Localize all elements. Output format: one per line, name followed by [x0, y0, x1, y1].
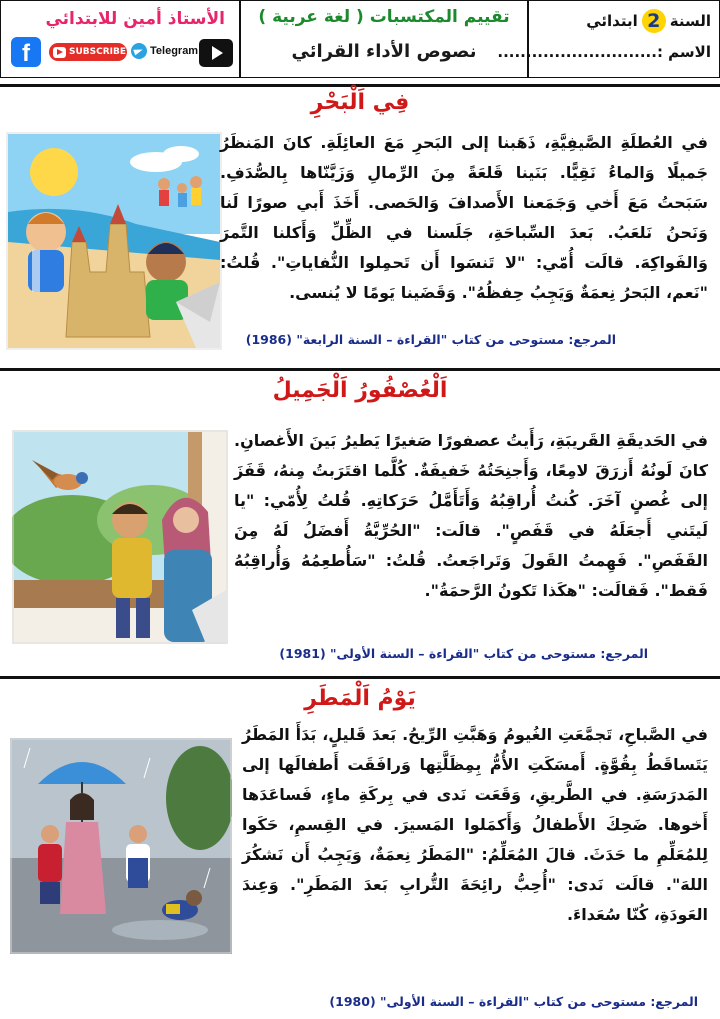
- worksheet-header: [0, 0, 720, 78]
- section-title: اَلْعُصْفُورُ اَلْجَمِيلُ: [272, 378, 448, 403]
- grade-suffix: ابتدائي: [586, 12, 638, 30]
- section-divider: [0, 676, 720, 679]
- rain-umbrella-illustration: [10, 738, 232, 954]
- section-title: يَوْمُ اَلْمَطَرِ: [304, 686, 416, 711]
- grade-prefix: السنة: [669, 12, 711, 30]
- beach-sandcastle-illustration: [6, 132, 222, 350]
- header-student-cell: [497, 1, 719, 77]
- reference-label: المرجع:: [650, 994, 698, 1009]
- section-reference: [246, 332, 616, 347]
- reference-text: مستوحى من كتاب "القراءة – السنة الأولى" (1981): [279, 646, 596, 661]
- section-title: فِي اَلْبَحْرِ: [310, 90, 410, 115]
- section-reference: [329, 994, 698, 1009]
- youtube-play-icon: [53, 47, 66, 58]
- grade-line: [586, 9, 711, 33]
- evaluation-title: تقييم المكتسبات ( لغة عربية ): [258, 7, 510, 27]
- reference-label: المرجع:: [600, 646, 648, 661]
- section-body-text: في الصَّباحِ، تَجمَّعَتِ الغُيومُ وَهَبَّتِ الرِّيحُ. بَعدَ قَليلٍ، بَدَأَ المَطَرُ يَتَساقَطُ بِقُوَّةٍ. أَمسَكَتِ الأُمُّ بِمِظَلَّتِها وَرافَقَت أَطفالَها إلى المَدرَسَةِ. في الطَّريقِ، وَقَعَت نَدى في بِركَةِ ماءٍ، فَساعَدَها أَخوها. ضَحِكَ الأَطفالُ وَأَكمَلوا المَسيرَ. في القِسمِ، حَكَوا لِلمُعَلِّمِ ما حَدَثَ. قالَ المُعَلِّمُ: "المَطَرُ نِعمَةٌ، وَيَجِبُ أَن نَشكُرَ اللهَ". قالَت نَدى: "أُحِبُّ رائِحَةَ التُّرابِ بَعدَ المَطَرِ". وَعِندَ العَودَةِ، كُنّا سُعَداءَ.: [242, 725, 708, 924]
- text-section-bird: [0, 372, 720, 674]
- teacher-name: الأستاذ أمين للابتدائي: [45, 9, 225, 29]
- section-reference: [279, 646, 648, 661]
- header-title-cell: [241, 1, 529, 77]
- reference-text: مستوحى من كتاب "القراءة – السنة الأولى" (1980): [329, 994, 646, 1009]
- grade-number-badge: 2: [642, 9, 666, 33]
- youtube-subscribe-label: SUBSCRIBE: [69, 47, 127, 57]
- facebook-icon[interactable]: f: [11, 37, 41, 67]
- reference-label: المرجع:: [568, 332, 616, 347]
- bird-window-illustration: [12, 430, 228, 644]
- youtube-subscribe-button[interactable]: [49, 43, 127, 61]
- student-name-field[interactable]: الاسم :............................: [497, 43, 711, 61]
- header-brand-cell: [1, 1, 241, 77]
- text-section-sea: [0, 88, 720, 364]
- section-divider: [0, 84, 720, 87]
- telegram-label: Telegram: [150, 45, 199, 57]
- reading-texts-title: نصوص الأداء القرائي: [291, 41, 477, 62]
- reference-text: مستوحى من كتاب "القراءة – السنة الرابعة" (1986): [245, 332, 564, 347]
- section-body-text: في العُطلَةِ الصَّيفِيَّةِ، ذَهَبنا إلى البَحرِ مَعَ العائِلَةِ. كانَ المَنظَرُ جَميلًا وَالماءُ نَقِيًّا. بَنَينا قَلعَةً مِنَ الرِّمالِ وَزَيَّنّاها بِالصُّدَفِ. سَبَحتُ مَعَ أَخي وَجَمَعنا الأَصدافَ وَالحَصى. أَخَذَ أَبي صورًا لَنا وَنَحنُ نَلعَبُ. بَعدَ السِّباحَةِ، جَلَسنا في الظِّلِّ وَأَكلنا التَّمرَ وَالفَواكِهَ. قالَت أُمّي: "لا تَنسَوا أَن تَحمِلوا النُّفاياتِ". قُلتُ: "نَعم، البَحرُ نِعمَةٌ وَيَجِبُ حِفظُهُ". وَقَضَينا يَومًا لا يُنسى.: [220, 133, 708, 302]
- section-body-text: في الحَديقَةِ القَريبَةِ، رَأَيتُ عصفورًا صَغيرًا يَطيرُ بَينَ الأَغصانِ. كانَ لَونُهُ أَزرَقَ لامِعًا، وَأَجنِحَتُهُ خَفيفَةٌ. كُلَّما اقتَرَبتُ مِنهُ، قَفَزَ إلى غُصنٍ آخَرَ. كُنتُ أُراقِبُهُ وَأَتَأَمَّلُ حَرَكاتِهِ. قُلتُ لِأُمّي: "يا لَيتَني أَجعَلَهُ في قَفَصٍ". قالَت: "الحُرِّيَّةُ أَفضَلُ لَهُ مِنَ القَفَصِ". فَهِمتُ القَولَ وَتَراجَعتُ. قُلتُ: "سَأُطعِمُهُ وَأُراقِبُهُ فَقط". فَقالَت: "هكَذا تَكونُ الرَّحمَةُ".: [234, 431, 708, 600]
- section-divider: [0, 368, 720, 371]
- telegram-icon: [131, 43, 147, 59]
- video-play-icon[interactable]: [199, 39, 233, 67]
- text-section-rain: [0, 680, 720, 1019]
- telegram-link[interactable]: [131, 43, 198, 59]
